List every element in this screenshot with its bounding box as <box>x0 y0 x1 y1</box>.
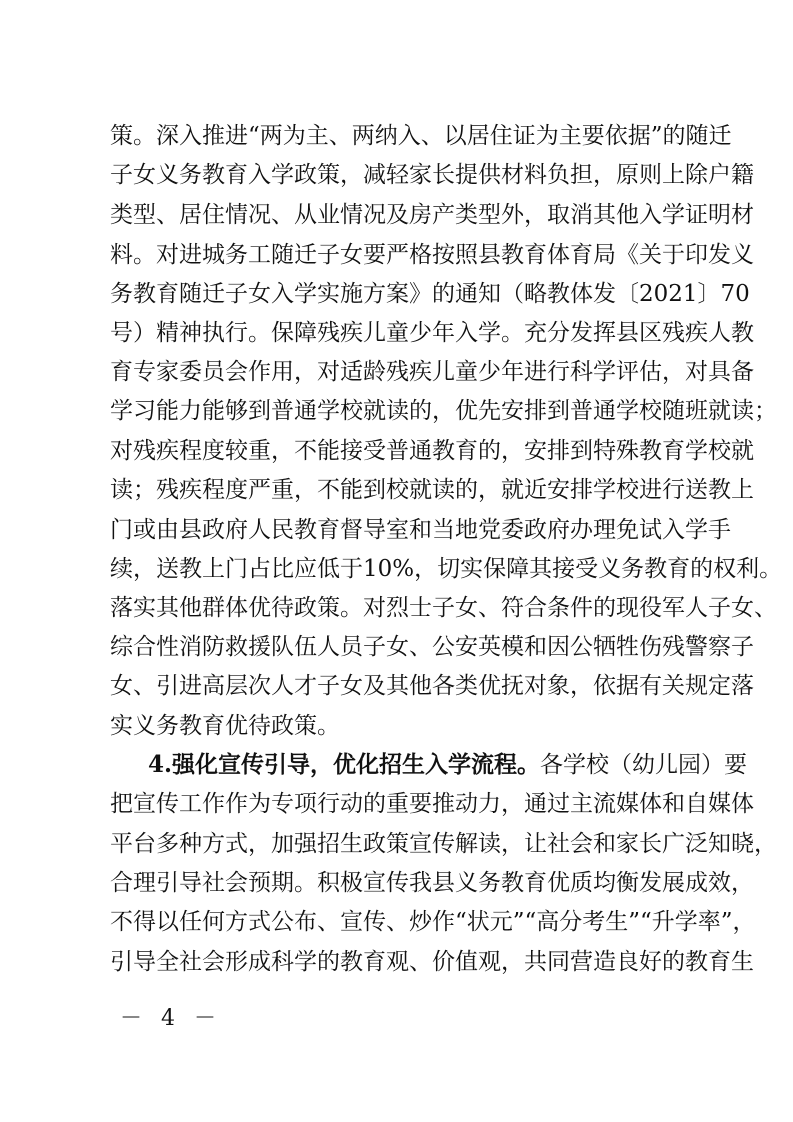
body-line-16: 实义务教育优待政策。 <box>110 713 340 739</box>
body-line-7: 育专家委员会作用，对适龄残疾儿童少年进行科学评估，对具备 <box>110 359 754 385</box>
body-line-15: 女、引进高层次人才子女及其他各类优抚对象，依据有关规定落 <box>110 673 754 699</box>
section-4-line-5: 不得以任何方式公布、宣传、炒作“状元”“高分考生”“升学率”， <box>110 909 756 935</box>
body-line-11: 门或由县政府人民教育督导室和当地党委政府办理免试入学手 <box>110 517 731 543</box>
body-line-14: 综合性消防救援队伍人员子女、公安英模和因公牺牲伤残警察子 <box>110 634 754 660</box>
body-line-1: 策。深入推进“两为主、两纳入、以居住证为主要依据”的随迁 <box>110 123 732 149</box>
section-4-heading: 4.强化宣传引导，优化招生入学流程。 <box>148 751 541 778</box>
section-4-line-3: 平台多种方式，加强招生政策宣传解读，让社会和家长广泛知晓， <box>110 831 777 857</box>
body-line-5: 务教育随迁子女入学实施方案》的通知（略教体发〔2021〕70 <box>110 281 750 307</box>
body-line-2: 子女义务教育入学政策，减轻家长提供材料负担，原则上除户籍 <box>110 162 754 188</box>
section-4-line-6: 引导全社会形成科学的教育观、价值观，共同营造良好的教育生 <box>110 949 754 975</box>
body-line-6: 号）精神执行。保障残疾儿童少年入学。充分发挥县区残疾人教 <box>110 320 754 346</box>
body-line-4: 料。对进城务工随迁子女要严格按照县教育体育局《关于印发义 <box>110 242 754 268</box>
section-4-line-4: 合理引导社会预期。积极宣传我县义务教育优质均衡发展成效， <box>110 870 754 896</box>
section-4-line-2: 把宣传工作作为专项行动的重要推动力，通过主流媒体和自媒体 <box>110 791 754 817</box>
section-4-first-line <box>148 750 748 780</box>
page-number: － 4 － <box>120 1006 222 1031</box>
body-line-8: 学习能力能够到普通学校就读的，优先安排到普通学校随班就读； <box>110 398 777 424</box>
body-line-12: 续，送教上门占比应低于10%，切实保障其接受义务教育的权利。 <box>110 556 783 582</box>
body-line-9: 对残疾程度较重，不能接受普通教育的，安排到特殊教育学校就 <box>110 438 754 464</box>
body-line-10: 读；残疾程度严重，不能到校就读的，就近安排学校进行送教上 <box>110 477 754 503</box>
body-line-3: 类型、居住情况、从业情况及房产类型外，取消其他入学证明材 <box>110 202 754 228</box>
body-line-13: 落实其他群体优待政策。对烈士子女、符合条件的现役军人子女、 <box>110 595 777 621</box>
section-4-first-line-text: 各学校（幼儿园）要 <box>540 752 748 778</box>
